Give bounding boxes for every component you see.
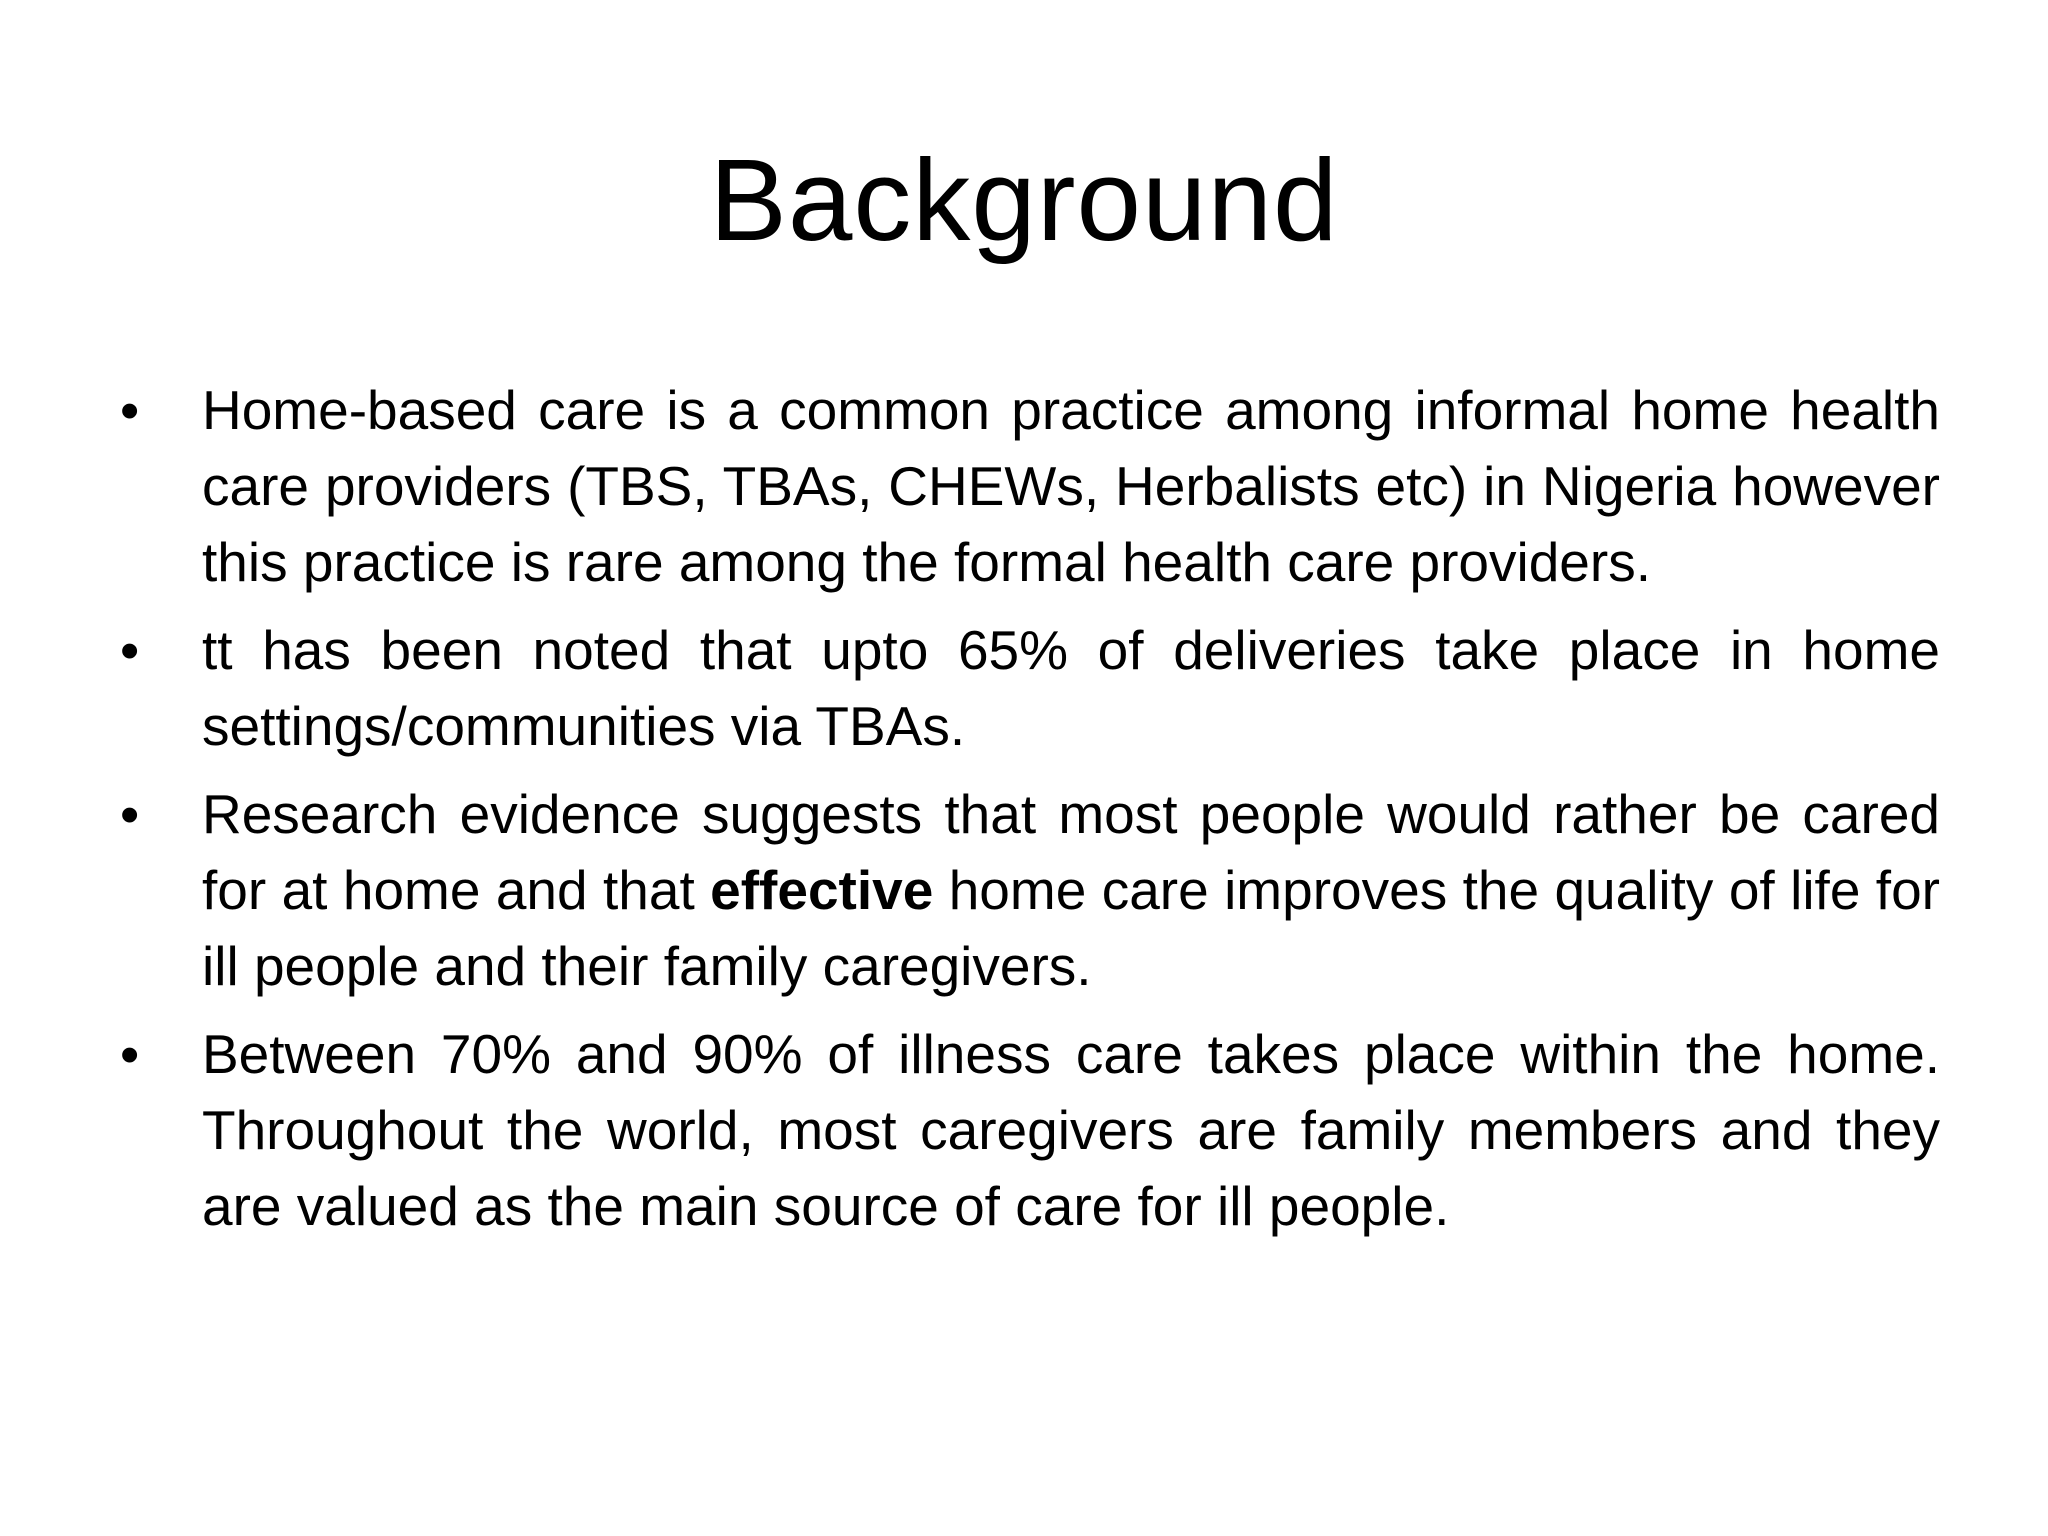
- bullet-text-3-emphasis: effective: [710, 859, 934, 921]
- bullet-point-icon: •: [120, 379, 140, 441]
- bullet-item-1: [120, 372, 1940, 600]
- bullet-text-3-after: home care improves the quality of life for ill people and their family caregivers.: [202, 859, 1940, 997]
- bullet-item-3: [120, 776, 1940, 1004]
- bullet-point-icon: •: [120, 619, 140, 681]
- bullet-point-icon: •: [120, 783, 140, 845]
- bullet-text-4: Between 70% and 90% of illness care takes place within the home. Throughout the world, most caregivers are family members and they are valued as the main source of care for ill people.: [202, 1023, 1940, 1237]
- bullet-text-1: Home-based care is a common practice among informal home health care providers (TBS, TBAs, CHEWs, Herbalists etc) in Nigeria however this practice is rare among the formal health care providers.: [202, 379, 1940, 593]
- bullet-list: [120, 372, 1940, 1256]
- bullet-item-4: [120, 1016, 1940, 1244]
- slide-title: Background: [709, 135, 1339, 265]
- bullet-point-icon: •: [120, 1023, 140, 1085]
- bullet-text-3: [202, 776, 1940, 1004]
- bullet-item-2: [120, 612, 1940, 764]
- bullet-text-2: tt has been noted that upto 65% of deliveries take place in home settings/communities via TBAs.: [202, 619, 1940, 757]
- bullet-text-3-before: Research evidence suggests that most people would rather be cared for at home and that: [202, 783, 1940, 921]
